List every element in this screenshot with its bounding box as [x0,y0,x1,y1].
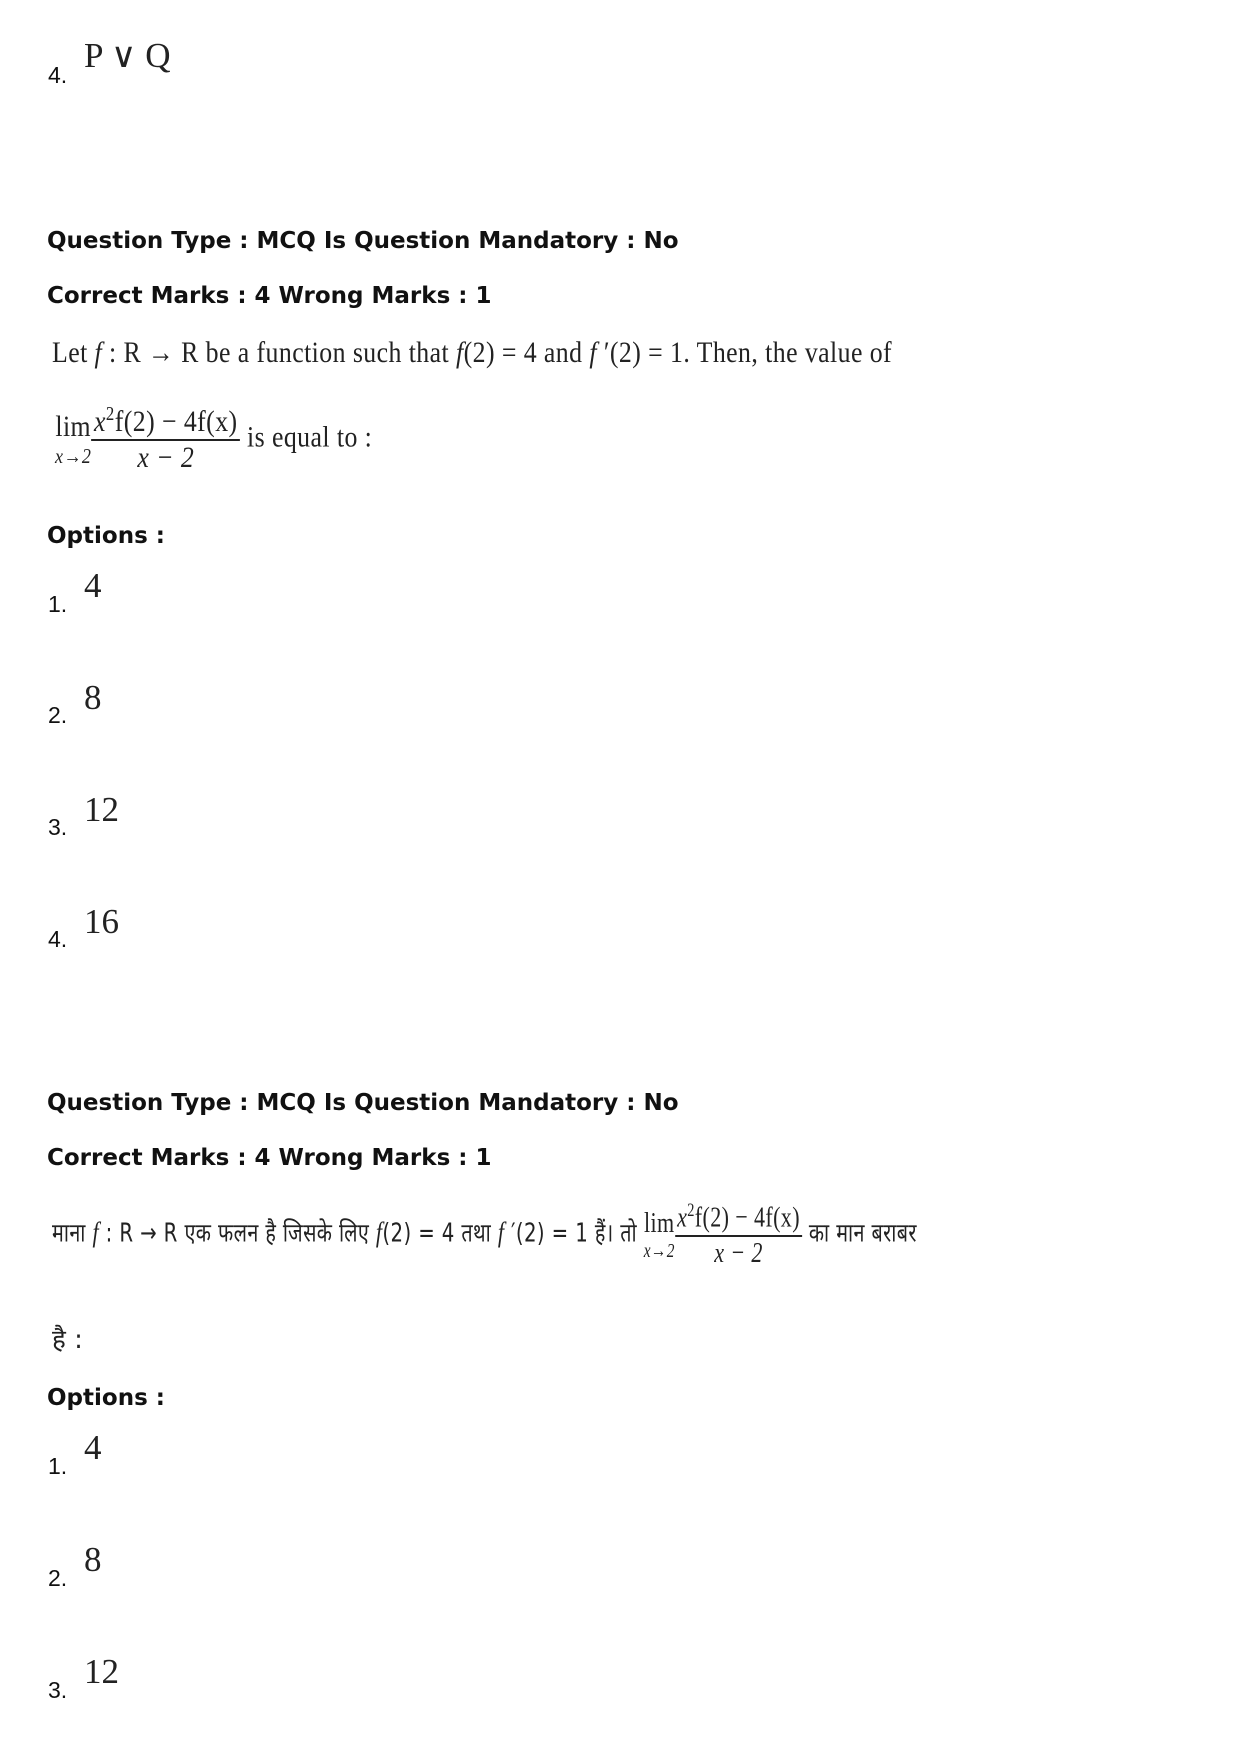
option-number: 4. [48,926,68,952]
question-stem-line-2: lim x→2 $\frac{x^2f(2) - 4f(x)}{x - 2}$ is equal to : [55,404,373,474]
option-number: 3. [48,814,68,840]
option-number: 3. [48,1677,68,1703]
option-value[interactable]: 12 [84,1652,119,1691]
limit-fraction: $\frac{x^2f(2) - 4f(x)}{x - 2}$ [91,404,240,475]
option-value[interactable]: 16 [84,902,119,941]
question-stem-line-2: है : [52,1325,83,1355]
question-type-meta: Question Type : MCQ Is Question Mandatory : No [47,1090,679,1116]
option-number: 1. [48,1453,68,1479]
option-number: 2. [48,702,68,728]
option-value[interactable]: 8 [84,1540,102,1579]
question-stem-line-1: Let f : R → R be a function such that f(2) = 4 and f ′(2) = 1. Then, the value of [52,336,893,369]
options-label: Options : [47,1385,165,1411]
option-number: 4. [48,62,68,88]
option-value[interactable]: 4 [84,1428,102,1467]
question-stem-line-1: माना f : R → R एक फलन है जिसके लिए f(2) = 4 तथा f ′(2) = 1 हैं। तो lim x→2 $\frac{x^2f(2) - 4f(x)}{x - 2}$ का मान बराबर [52,1200,917,1269]
limit-operator: lim x→2 [643,1206,675,1262]
option-value: P ∨ Q [84,36,171,75]
option-value[interactable]: 8 [84,678,102,717]
option-number: 1. [48,591,68,617]
question-type-meta: Question Type : MCQ Is Question Mandatory : No [47,228,679,254]
option-number: 2. [48,1565,68,1591]
option-value[interactable]: 12 [84,790,119,829]
option-value[interactable]: 4 [84,566,102,605]
limit-operator: lim x→2 [55,410,92,468]
question-marks-meta: Correct Marks : 4 Wrong Marks : 1 [47,283,492,309]
options-label: Options : [47,523,165,549]
limit-fraction: $\frac{x^2f(2) - 4f(x)}{x - 2}$ [675,1200,802,1270]
question-marks-meta: Correct Marks : 4 Wrong Marks : 1 [47,1145,492,1171]
